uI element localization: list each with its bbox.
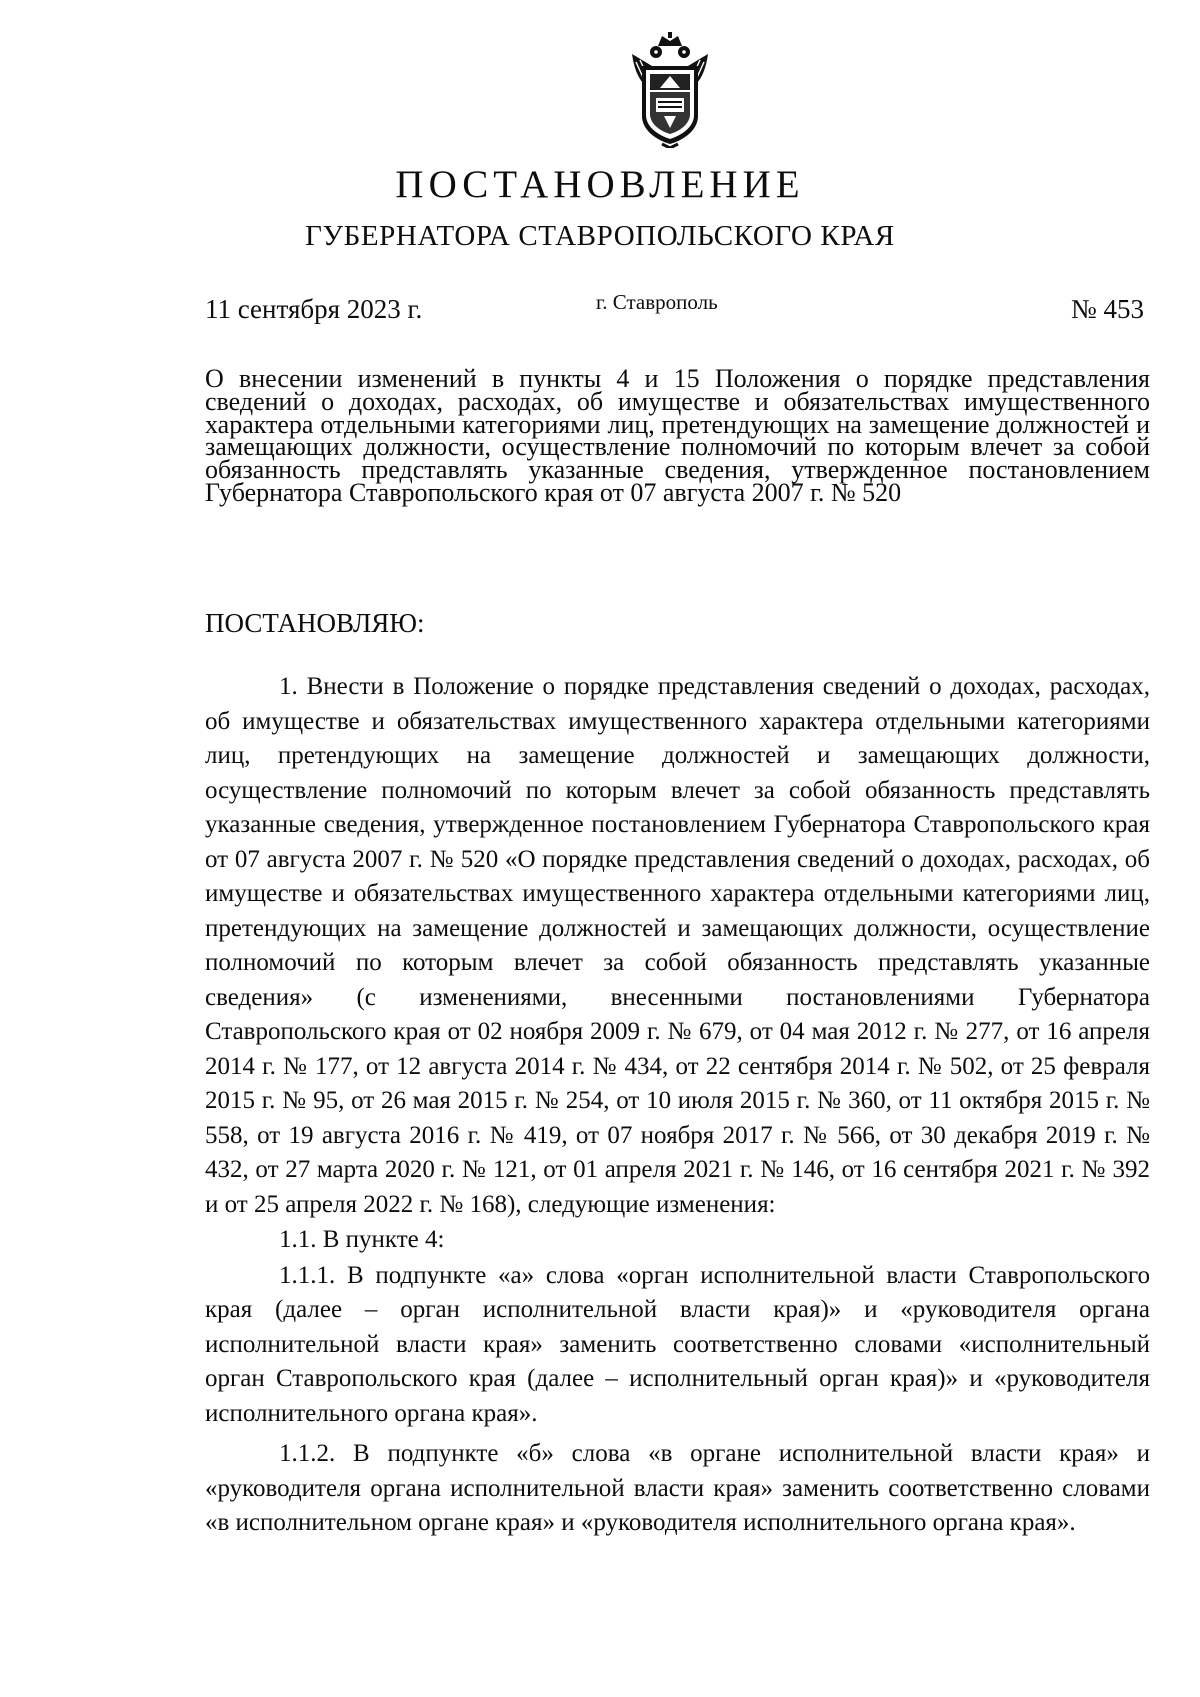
document-number: № 453 xyxy=(1070,294,1144,324)
decree-word: ПОСТАНОВЛЯЮ: xyxy=(205,608,425,638)
document-body xyxy=(205,670,1150,1547)
paragraph-1-1-2: 1.1.2. В подпункте «б» слова «в органе исполнительной власти края» и «руководителя органа исполнительной власти края» заменить соответственно словами «в исполнительном органе края» и «руководителя исполнительного органа края». xyxy=(205,1440,1150,1536)
document-date: 11 сентября 2023 г. xyxy=(205,294,423,324)
document-summary: О внесении изменений в пункты 4 и 15 Положения о порядке представления сведений о доходах, расходах, об имуществе и обязательствах имущественного характера отдельными категориями лиц, претендующих на замещение должностей и замещающих должности, осуществление полномочий по которым влечет за собой обязанность представлять указанные сведения, утвержденное постановлением Губернатора Ставропольского края от 07 августа 2007 г. № 520 xyxy=(205,364,1150,507)
document-type-title: ПОСТАНОВЛЕНИЕ xyxy=(395,163,805,206)
coat-of-arms-emblem xyxy=(628,32,712,148)
issuer-title: ГУБЕРНАТОРА СТАВРОПОЛЬСКОГО КРАЯ xyxy=(305,220,895,252)
paragraph-1: 1. Внести в Положение о порядке представления сведений о доходах, расходах, об имуществе и обязательствах имущественного характера отдельными категориями лиц, претендующих на замещение должностей и замещающих должности, осуществление полномочий по которым влечет за собой обязанность представлять указанные сведения, утвержденное постановлением Губернатора Ставропольского края от 07 августа 2007 г. № 520 «О порядке представления сведений о доходах, расходах, об имуществе и обязательствах имущественного характера отдельными категориями лиц, претендующих на замещение должностей и замещающих должности, осуществление полномочий по которым влечет за собой обязанность представлять указанные сведения» (с изменениями, внесенными постановлениями Губернатора Ставропольского края от 02 ноября 2009 г. № 679, от 04 мая 2012 г. № 277, от 16 апреля 2014 г. № 177, от 12 августа 2014 г. № 434, от 22 сентября 2014 г. № 502, от 25 февраля 2015 г. № 95, от 26 мая 2015 г. № 254, от 10 июля 2015 г. № 360, от 11 октября 2015 г. № 558, от 19 августа 2016 г. № 419, от 07 ноября 2017 г. № 566, от 30 декабря 2019 г. № 432, от 27 марта 2020 г. № 121, от 01 апреля 2021 г. № 146, от 16 сентября 2021 г. № 392 и от 25 апреля 2022 г. № 168), следующие изменения: xyxy=(205,673,1150,1218)
paragraph-1-1: 1.1. В пункте 4: xyxy=(279,1226,445,1253)
paragraph-1-1-1: 1.1.1. В подпункте «а» слова «орган исполнительной власти Ставропольского края (далее – орган исполнительной власти края)» и «руководителя органа исполнительной власти края» заменить соответственно словами «исполнительный орган Ставропольского края (далее – исполнительный орган края)» и «руководителя исполнительного органа края». xyxy=(205,1261,1150,1427)
document-city: г. Ставрополь xyxy=(596,290,718,314)
